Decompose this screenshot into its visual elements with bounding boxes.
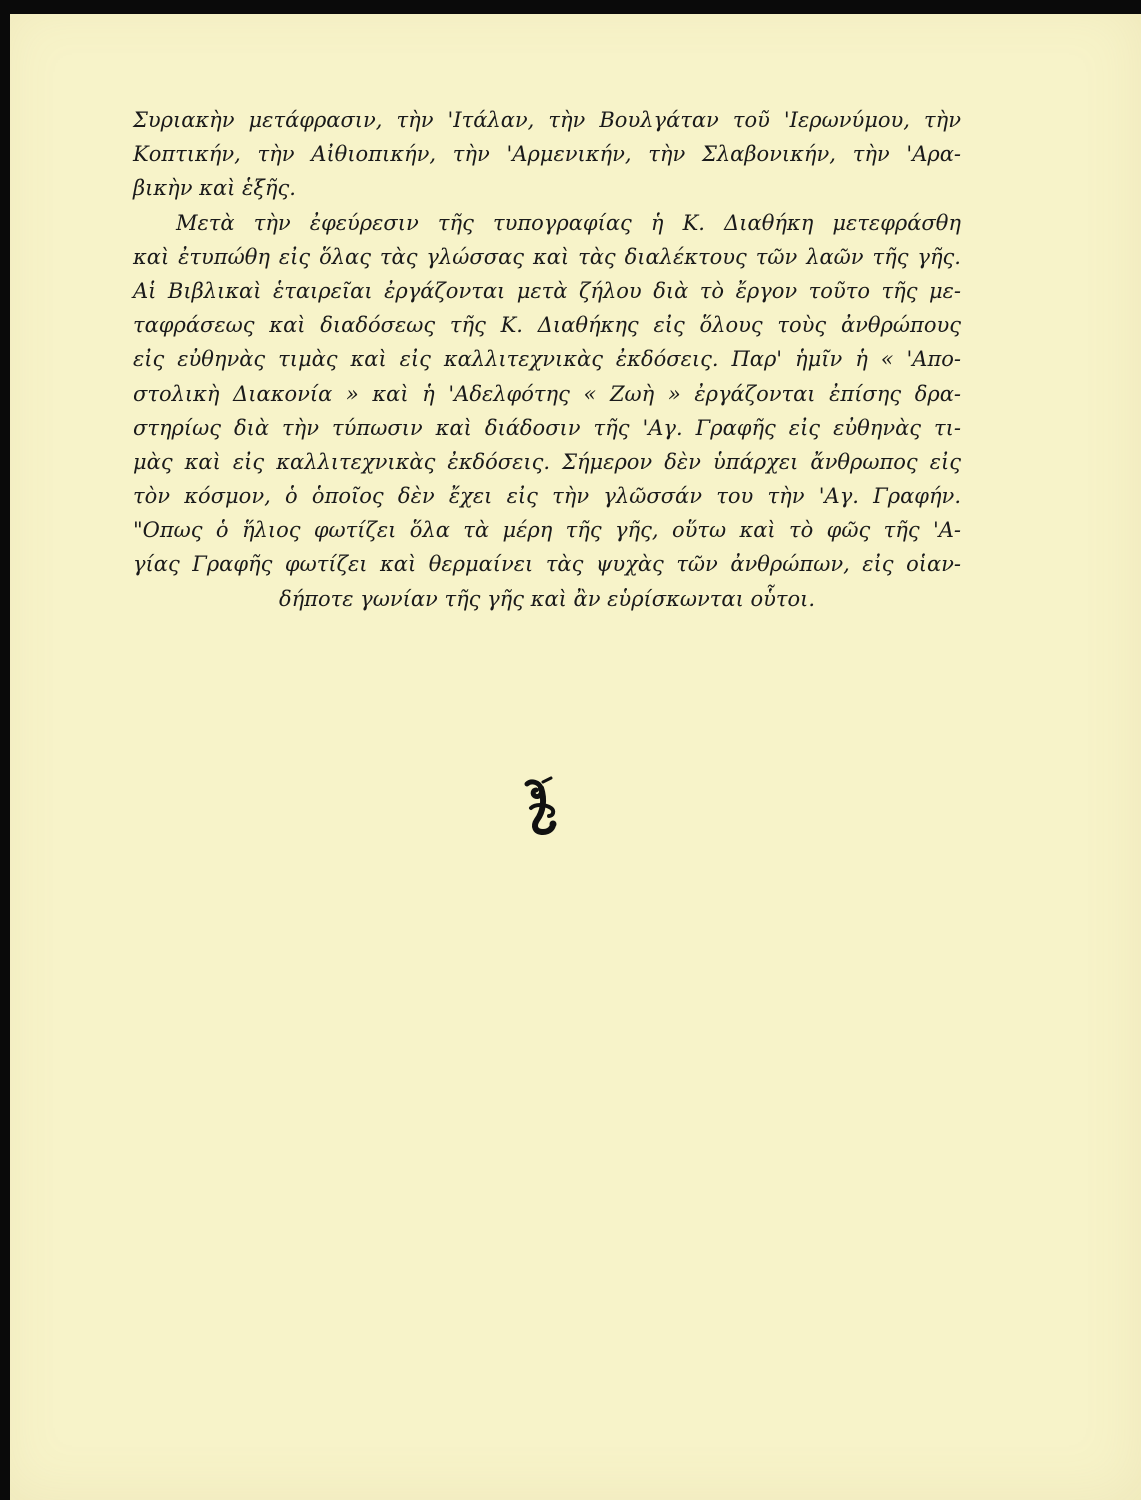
text-line-10: στηρίως διὰ τὴν τύπωσιν καὶ διάδοσιν τῆς 'Αγ. Γραφῆς εἰς εὐθηνὰς τι- xyxy=(133,415,961,440)
text-line-3: βικὴν καὶ ἑξῆς. xyxy=(133,176,296,201)
body-text xyxy=(133,103,961,616)
text-line-6: Αἱ Βιβλικαὶ ἑταιρεῖαι ἐργάζονται μετὰ ζήλου διὰ τὸ ἔργον τοῦτο τῆς με- xyxy=(133,278,961,303)
text-line-7: ταφράσεως καὶ διαδόσεως τῆς Κ. Διαθήκης εἰς ὅλους τοὺς ἀνθρώπους xyxy=(133,313,961,338)
text-line-8: εἰς εὐθηνὰς τιμὰς καὶ εἰς καλλιτεχνικὰς ἐκδόσεις. Παρ' ἡμῖν ἡ « 'Απο- xyxy=(133,347,961,372)
text-line-12: τὸν κόσμον, ὁ ὁποῖος δὲν ἔχει εἰς τὴν γλῶσσάν του τὴν 'Αγ. Γραφήν. xyxy=(133,484,961,509)
text-line-15: δήποτε γωνίαν τῆς γῆς καὶ ἂν εὑρίσκωνται οὗτοι. xyxy=(278,586,816,611)
text-line-11: μὰς καὶ εἰς καλλιτεχνικὰς ἐκδόσεις. Σήμερον δὲν ὑπάρχει ἄνθρωπος εἰς xyxy=(133,449,961,474)
page-left-border xyxy=(0,0,10,1500)
text-line-4: Μετὰ τὴν ἐφεύρεσιν τῆς τυπογραφίας ἡ Κ. Διαθήκη μετεφράσθη xyxy=(176,210,961,235)
page-top-border xyxy=(0,0,1141,14)
text-line-13: "Οπως ὁ ἥλιος φωτίζει ὅλα τὰ μέρη τῆς γῆς, οὕτω καὶ τὸ φῶς τῆς 'Α- xyxy=(133,518,961,543)
text-line-1: Συριακὴν μετάφρασιν, τὴν 'Ιτάλαν, τὴν Βουλγάταν τοῦ 'Ιερωνύμου, τὴν xyxy=(133,108,961,132)
tailpiece-ornament-icon xyxy=(505,772,575,842)
text-line-5: καὶ ἐτυπώθη εἰς ὅλας τὰς γλώσσας καὶ τὰς διαλέκτους τῶν λαῶν τῆς γῆς. xyxy=(133,244,961,269)
text-line-2: Κοπτικήν, τὴν Αἰθιοπικήν, τὴν 'Αρμενικήν, τὴν Σλαβονικήν, τὴν 'Αρα- xyxy=(133,142,961,167)
text-line-14: γίας Γραφῆς φωτίζει καὶ θερμαίνει τὰς ψυχὰς τῶν ἀνθρώπων, εἰς οἱαν- xyxy=(133,552,961,577)
text-line-9: στολικὴ Διακονία » καὶ ἡ 'Αδελφότης « Ζωὴ » ἐργάζονται ἐπίσης δρα- xyxy=(133,381,961,406)
